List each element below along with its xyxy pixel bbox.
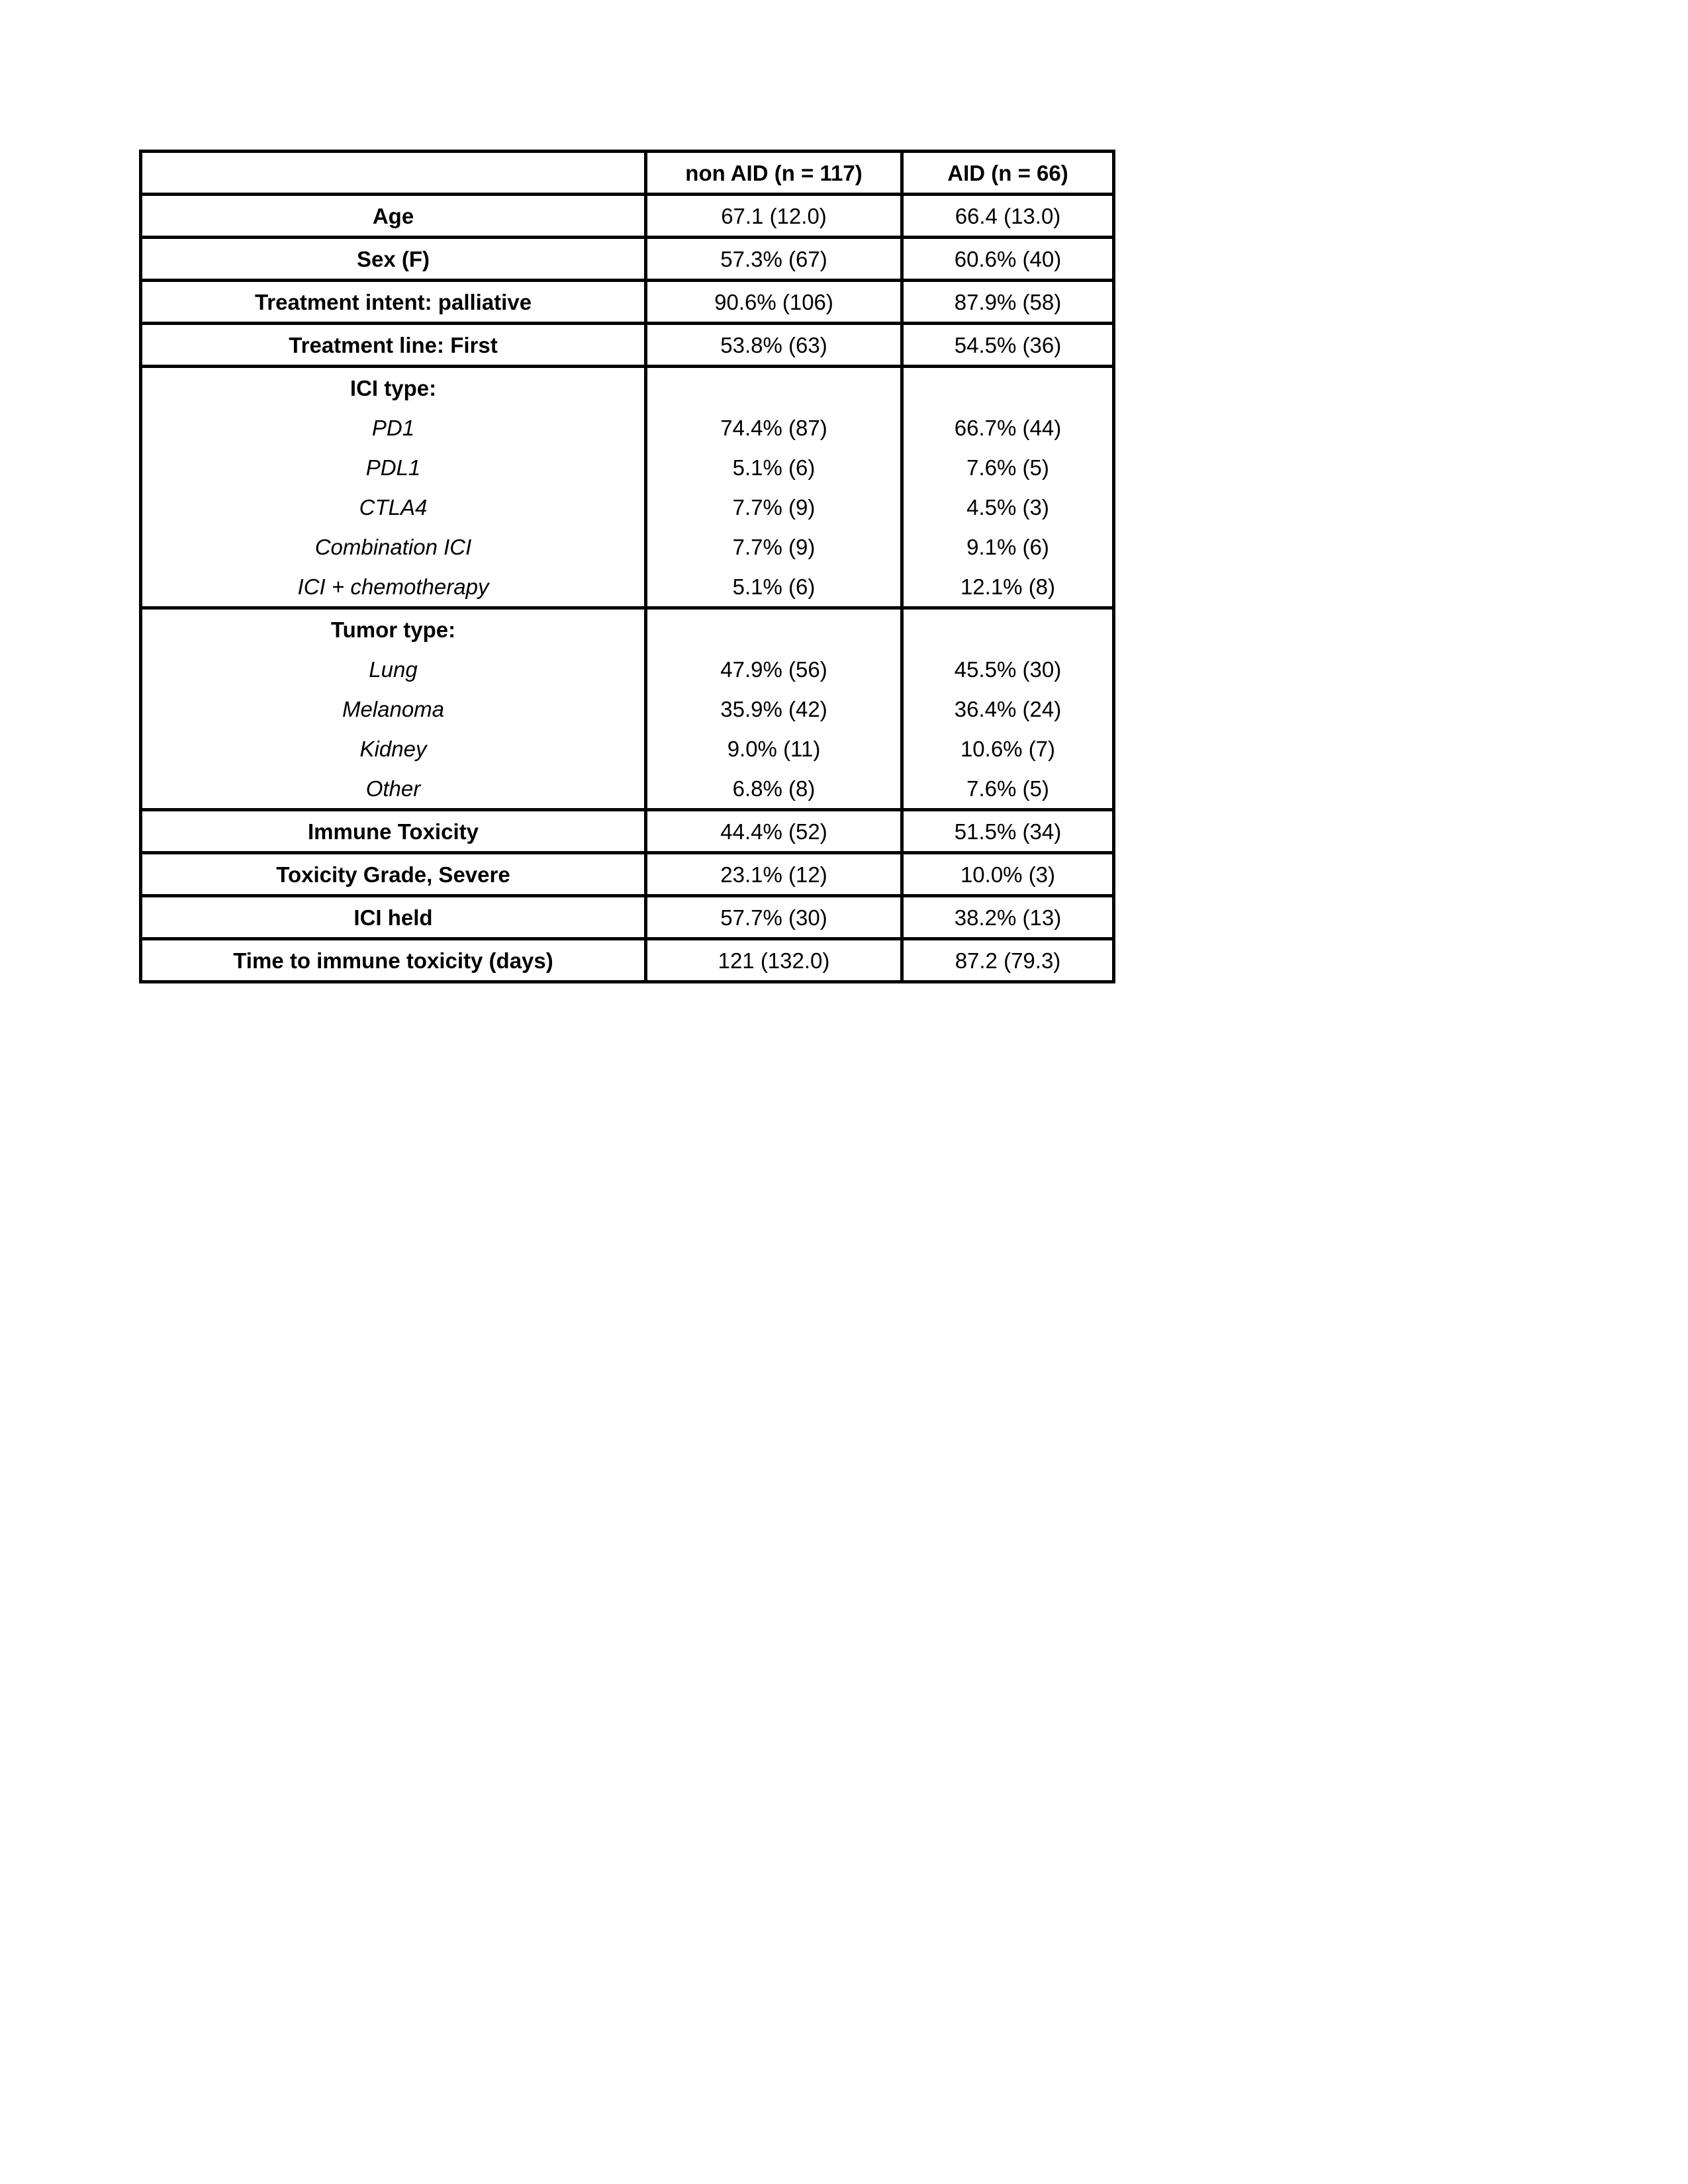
- aid-value-cell: [902, 853, 1114, 896]
- nonaid-value-cell: [646, 939, 902, 982]
- table-row: [141, 810, 1114, 853]
- nonaid-value-cell: [646, 195, 902, 238]
- aid-value-cell: [902, 238, 1114, 281]
- nonaid-value: 44.4% (52): [720, 819, 827, 844]
- nonaid-value: 57.7% (30): [720, 905, 827, 930]
- header-nonaid-cell: [646, 152, 902, 195]
- ici-type-nonaid-cell: [646, 367, 902, 608]
- sub-row-label: Kidney: [359, 736, 427, 761]
- col-header-aid: AID (n = 66): [947, 160, 1068, 185]
- sub-row-label: Melanoma: [342, 696, 445, 721]
- header-blank-cell: [141, 152, 646, 195]
- ici-type-section-row: [141, 367, 1114, 608]
- aid-value: 9.1% (6): [966, 534, 1049, 559]
- nonaid-value: 5.1% (6): [732, 574, 816, 599]
- aid-value: 7.6% (5): [966, 455, 1049, 480]
- row-label: Treatment intent: palliative: [254, 289, 532, 314]
- nonaid-value: 35.9% (42): [720, 696, 827, 721]
- aid-value: 10.6% (7): [960, 736, 1056, 761]
- aid-value: 45.5% (30): [954, 657, 1062, 682]
- nonaid-value: 47.9% (56): [720, 657, 827, 682]
- ici-type-label-cell: [141, 367, 646, 608]
- nonaid-value: 23.1% (12): [720, 862, 827, 887]
- nonaid-value: 121 (132.0): [718, 948, 830, 973]
- nonaid-value: 9.0% (11): [727, 736, 821, 761]
- row-label-cell: [141, 810, 646, 853]
- tumor-type-aid-cell: [902, 608, 1114, 810]
- nonaid-value-cell: [646, 238, 902, 281]
- aid-value: 7.6% (5): [966, 776, 1049, 801]
- aid-value-cell: [902, 810, 1114, 853]
- row-label-cell: [141, 281, 646, 324]
- nonaid-value: 5.1% (6): [732, 455, 816, 480]
- aid-value: 51.5% (34): [954, 819, 1062, 844]
- aid-value: 66.4 (13.0): [955, 203, 1061, 228]
- sub-row-label: PDL1: [365, 455, 421, 480]
- row-label: Age: [372, 203, 414, 228]
- sub-row-label: CTLA4: [359, 494, 428, 520]
- tumor-type-nonaid-cell: [646, 608, 902, 810]
- nonaid-value-cell: [646, 810, 902, 853]
- row-label: Sex (F): [356, 246, 430, 271]
- row-label: Treatment line: First: [289, 332, 498, 357]
- aid-value: 12.1% (8): [960, 574, 1056, 599]
- aid-value: 87.9% (58): [954, 289, 1062, 314]
- aid-value: 54.5% (36): [954, 332, 1062, 357]
- nonaid-value: 6.8% (8): [732, 776, 816, 801]
- sub-row-label: Combination ICI: [314, 534, 472, 559]
- nonaid-value-cell: [646, 853, 902, 896]
- nonaid-value: 7.7% (9): [732, 494, 816, 520]
- nonaid-value: 90.6% (106): [714, 289, 833, 314]
- aid-value-cell: [902, 896, 1114, 939]
- aid-value: 4.5% (3): [966, 494, 1049, 520]
- row-label-cell: [141, 939, 646, 982]
- nonaid-value: 53.8% (63): [720, 332, 827, 357]
- row-label: Time to immune toxicity (days): [233, 948, 553, 973]
- table-row: [141, 195, 1114, 238]
- row-label-cell: [141, 324, 646, 367]
- row-label-cell: [141, 853, 646, 896]
- aid-value-cell: [902, 281, 1114, 324]
- row-label-cell: [141, 195, 646, 238]
- table-row: [141, 238, 1114, 281]
- sub-row-label: Other: [365, 776, 421, 801]
- nonaid-value-cell: [646, 896, 902, 939]
- ici-type-aid-cell: [902, 367, 1114, 608]
- section-title: Tumor type:: [330, 617, 456, 642]
- aid-value-cell: [902, 939, 1114, 982]
- aid-value: 36.4% (24): [954, 696, 1062, 721]
- tumor-type-section-row: [141, 608, 1114, 810]
- nonaid-value-cell: [646, 324, 902, 367]
- aid-value: 87.2 (79.3): [955, 948, 1061, 973]
- sub-row-label: Lung: [369, 657, 418, 682]
- nonaid-value: 7.7% (9): [732, 534, 816, 559]
- col-header-nonaid: non AID (n = 117): [685, 160, 863, 185]
- aid-value-cell: [902, 324, 1114, 367]
- aid-value: 38.2% (13): [954, 905, 1062, 930]
- header-blank-label: [142, 153, 644, 193]
- nonaid-value-cell: [646, 281, 902, 324]
- row-label-cell: [141, 238, 646, 281]
- aid-value-cell: [902, 195, 1114, 238]
- aid-value: 66.7% (44): [954, 415, 1062, 440]
- table-row: [141, 324, 1114, 367]
- table-row: [141, 281, 1114, 324]
- nonaid-value: 57.3% (67): [720, 246, 827, 271]
- blank-line: [647, 610, 900, 649]
- section-title: ICI type:: [350, 375, 437, 400]
- nonaid-value: 67.1 (12.0): [721, 203, 827, 228]
- blank-line: [904, 610, 1112, 649]
- nonaid-value: 74.4% (87): [720, 415, 827, 440]
- table-row: [141, 896, 1114, 939]
- aid-value: 10.0% (3): [960, 862, 1056, 887]
- blank-line: [904, 368, 1112, 408]
- row-label-cell: [141, 896, 646, 939]
- sub-row-label: PD1: [371, 415, 415, 440]
- baseline-characteristics-table: [139, 150, 1115, 983]
- tumor-type-label-cell: [141, 608, 646, 810]
- row-label: Toxicity Grade, Severe: [276, 862, 510, 887]
- header-row: [141, 152, 1114, 195]
- aid-value: 60.6% (40): [954, 246, 1062, 271]
- row-label: ICI held: [353, 905, 433, 930]
- blank-line: [647, 368, 900, 408]
- row-label: Immune Toxicity: [308, 819, 479, 844]
- sub-row-label: ICI + chemotherapy: [297, 574, 489, 599]
- header-aid-cell: [902, 152, 1114, 195]
- table-row: [141, 853, 1114, 896]
- table-row: [141, 939, 1114, 982]
